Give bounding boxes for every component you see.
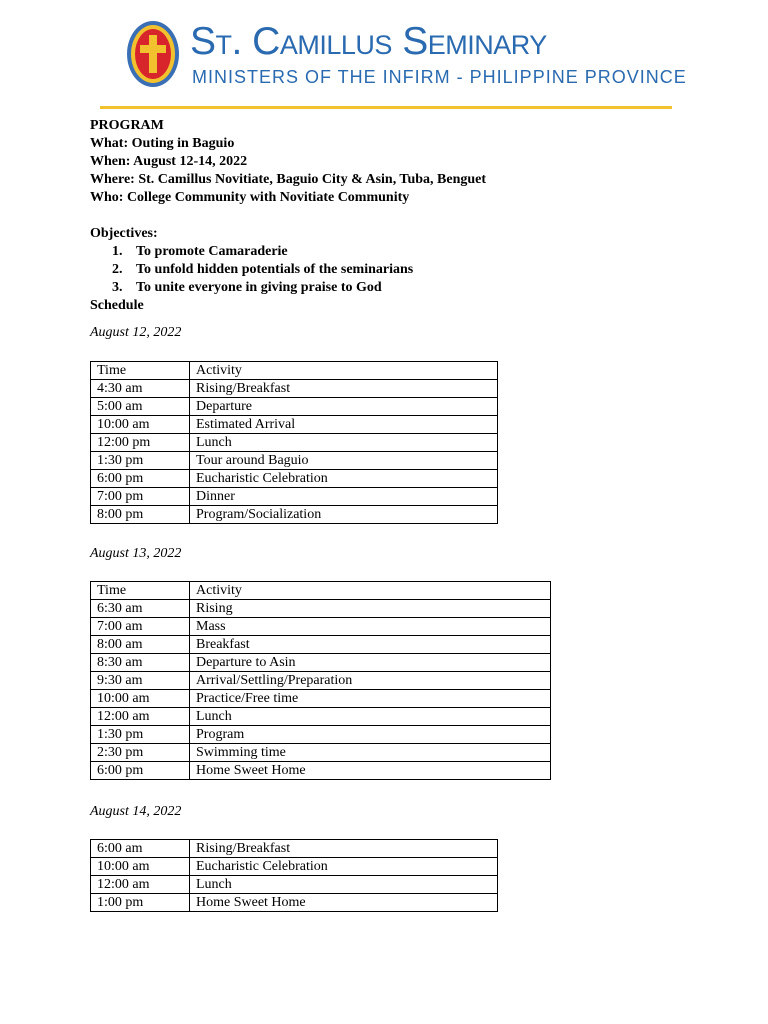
activity-cell: Lunch xyxy=(190,708,551,726)
table-row xyxy=(91,708,551,726)
time-cell: Time xyxy=(91,362,190,380)
objectives-list xyxy=(90,243,690,297)
time-cell: 6:00 am xyxy=(91,840,190,858)
day-date: August 13, 2022 xyxy=(90,546,182,561)
time-cell: 10:00 am xyxy=(91,858,190,876)
who-line: Who: College Community with Novitiate Community xyxy=(90,190,410,205)
objectives-label: Objectives: xyxy=(90,226,158,241)
time-cell: 7:00 am xyxy=(91,618,190,636)
table-row xyxy=(91,600,551,618)
program-heading: PROGRAM xyxy=(90,118,164,133)
time-cell: 2:30 pm xyxy=(91,744,190,762)
schedule-label: Schedule xyxy=(90,298,144,313)
time-cell: 8:00 am xyxy=(91,636,190,654)
table-row xyxy=(91,690,551,708)
table-row xyxy=(91,726,551,744)
activity-cell: Rising/Breakfast xyxy=(190,840,498,858)
brand-subtitle: MINISTERS OF THE INFIRM - PHILIPPINE PROVINCE xyxy=(192,67,687,87)
objective-item: 1. To promote Camaraderie xyxy=(112,244,288,259)
table-row xyxy=(91,840,498,858)
table-row xyxy=(91,488,498,506)
table-row xyxy=(91,582,551,600)
table-row xyxy=(91,744,551,762)
activity-cell: Lunch xyxy=(190,876,498,894)
time-cell: 12:00 am xyxy=(91,708,190,726)
table-row xyxy=(91,434,498,452)
brand-title: St. Camillus Seminary xyxy=(190,20,547,63)
table-row xyxy=(91,672,551,690)
table-row xyxy=(91,416,498,434)
activity-cell: Activity xyxy=(190,362,498,380)
table-row xyxy=(91,452,498,470)
time-cell: 1:00 pm xyxy=(91,894,190,912)
time-cell: 5:00 am xyxy=(91,398,190,416)
activity-cell: Swimming time xyxy=(190,744,551,762)
time-cell: 6:00 pm xyxy=(91,470,190,488)
objective-item: 3. To unite everyone in giving praise to God xyxy=(112,280,382,295)
table-row xyxy=(91,506,498,524)
activity-cell: Departure to Asin xyxy=(190,654,551,672)
day-date: August 14, 2022 xyxy=(90,804,182,819)
program-intro xyxy=(90,117,690,315)
schedule-table-day1 xyxy=(90,361,498,524)
table-row xyxy=(91,894,498,912)
time-cell: 6:30 am xyxy=(91,600,190,618)
schedule-table-day2 xyxy=(90,581,551,780)
table-row xyxy=(91,618,551,636)
activity-cell: Program/Socialization xyxy=(190,506,498,524)
red-cross-seal-icon xyxy=(126,20,180,88)
activity-cell: Eucharistic Celebration xyxy=(190,858,498,876)
time-cell: 8:00 pm xyxy=(91,506,190,524)
table-row xyxy=(91,380,498,398)
time-cell: 1:30 pm xyxy=(91,726,190,744)
time-cell: 12:00 am xyxy=(91,876,190,894)
activity-cell: Rising/Breakfast xyxy=(190,380,498,398)
activity-cell: Home Sweet Home xyxy=(190,762,551,780)
time-cell: 10:00 am xyxy=(91,690,190,708)
activity-cell: Departure xyxy=(190,398,498,416)
time-cell: 9:30 am xyxy=(91,672,190,690)
activity-cell: Activity xyxy=(190,582,551,600)
activity-cell: Practice/Free time xyxy=(190,690,551,708)
time-cell: 1:30 pm xyxy=(91,452,190,470)
activity-cell: Mass xyxy=(190,618,551,636)
when-line: When: August 12-14, 2022 xyxy=(90,154,248,169)
activity-cell: Estimated Arrival xyxy=(190,416,498,434)
activity-cell: Dinner xyxy=(190,488,498,506)
table-row xyxy=(91,398,498,416)
letterhead xyxy=(124,16,687,96)
objective-item: 2. To unfold hidden potentials of the seminarians xyxy=(112,262,414,277)
activity-cell: Program xyxy=(190,726,551,744)
activity-cell: Home Sweet Home xyxy=(190,894,498,912)
activity-cell: Tour around Baguio xyxy=(190,452,498,470)
header-divider xyxy=(100,106,672,109)
table-row xyxy=(91,470,498,488)
activity-cell: Eucharistic Celebration xyxy=(190,470,498,488)
day-date: August 12, 2022 xyxy=(90,325,182,340)
time-cell: Time xyxy=(91,582,190,600)
activity-cell: Arrival/Settling/Preparation xyxy=(190,672,551,690)
activity-cell: Rising xyxy=(190,600,551,618)
time-cell: 4:30 am xyxy=(91,380,190,398)
schedule-table-day3 xyxy=(90,839,498,912)
activity-cell: Lunch xyxy=(190,434,498,452)
activity-cell: Breakfast xyxy=(190,636,551,654)
table-row xyxy=(91,858,498,876)
table-row xyxy=(91,762,551,780)
time-cell: 7:00 pm xyxy=(91,488,190,506)
table-row xyxy=(91,876,498,894)
table-row xyxy=(91,654,551,672)
time-cell: 8:30 am xyxy=(91,654,190,672)
table-row xyxy=(91,362,498,380)
time-cell: 10:00 am xyxy=(91,416,190,434)
table-row xyxy=(91,636,551,654)
time-cell: 12:00 pm xyxy=(91,434,190,452)
time-cell: 6:00 pm xyxy=(91,762,190,780)
what-line: What: Outing in Baguio xyxy=(90,136,235,151)
where-line: Where: St. Camillus Novitiate, Baguio City & Asin, Tuba, Benguet xyxy=(90,172,487,187)
